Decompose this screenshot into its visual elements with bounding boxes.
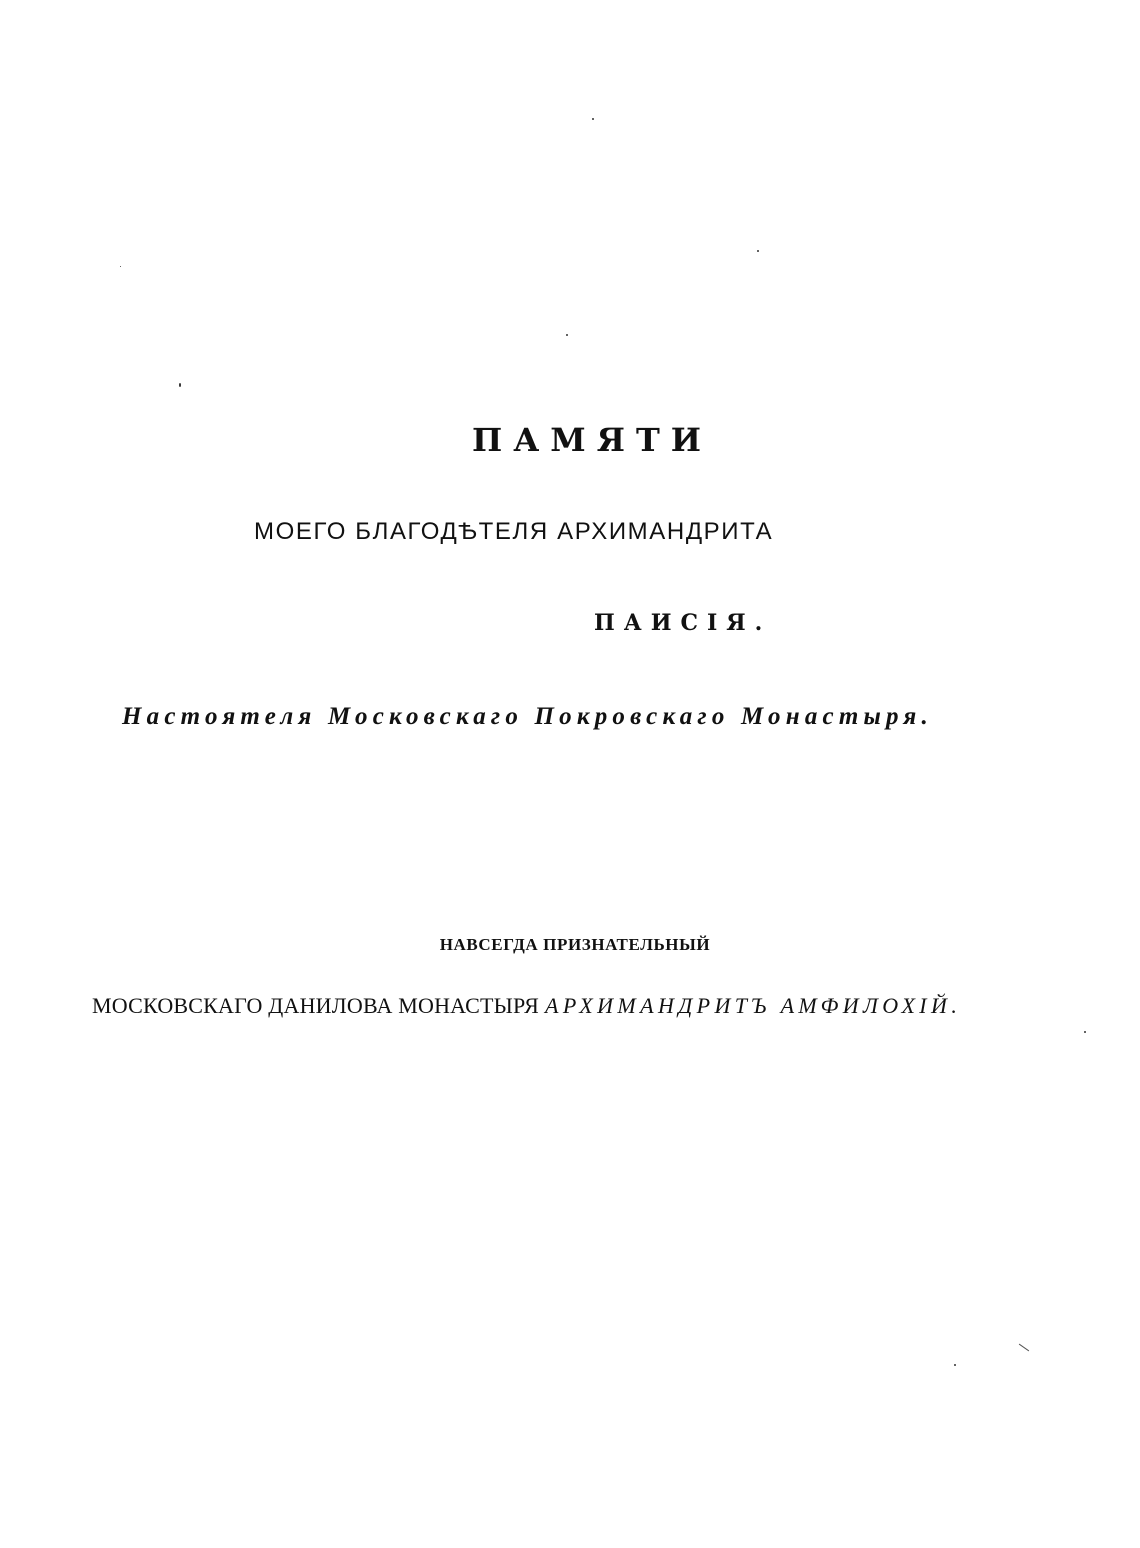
scan-speck	[1084, 1031, 1086, 1033]
scan-speck	[757, 250, 759, 252]
scan-speck	[566, 334, 568, 336]
scan-speck	[179, 383, 181, 387]
dedication-subtitle: МОЕГО БЛАГОДѢТЕЛЯ АРХИМАНДРИТА	[254, 518, 774, 545]
signature-line	[92, 995, 961, 1017]
signature-author: АРХИМАНДРИТЪ АМФИЛОХІЙ.	[544, 993, 962, 1018]
honoree-position: Настоятеля Московскаго Покровскаго Монастыря.	[122, 703, 933, 730]
signature-monastery: МОСКОВСКАГО ДАНИЛОВА МОНАСТЫРЯ	[92, 993, 539, 1018]
dedication-title: ПАМЯТИ	[472, 421, 712, 459]
scan-mark	[1019, 1344, 1029, 1352]
scan-speck	[120, 266, 121, 267]
honoree-name: ПАИСІЯ.	[594, 610, 772, 636]
grateful-line: НАВСЕГДА ПРИЗНАТЕЛЬНЫЙ	[439, 935, 711, 954]
scan-speck	[592, 118, 594, 120]
scan-speck	[954, 1364, 956, 1366]
